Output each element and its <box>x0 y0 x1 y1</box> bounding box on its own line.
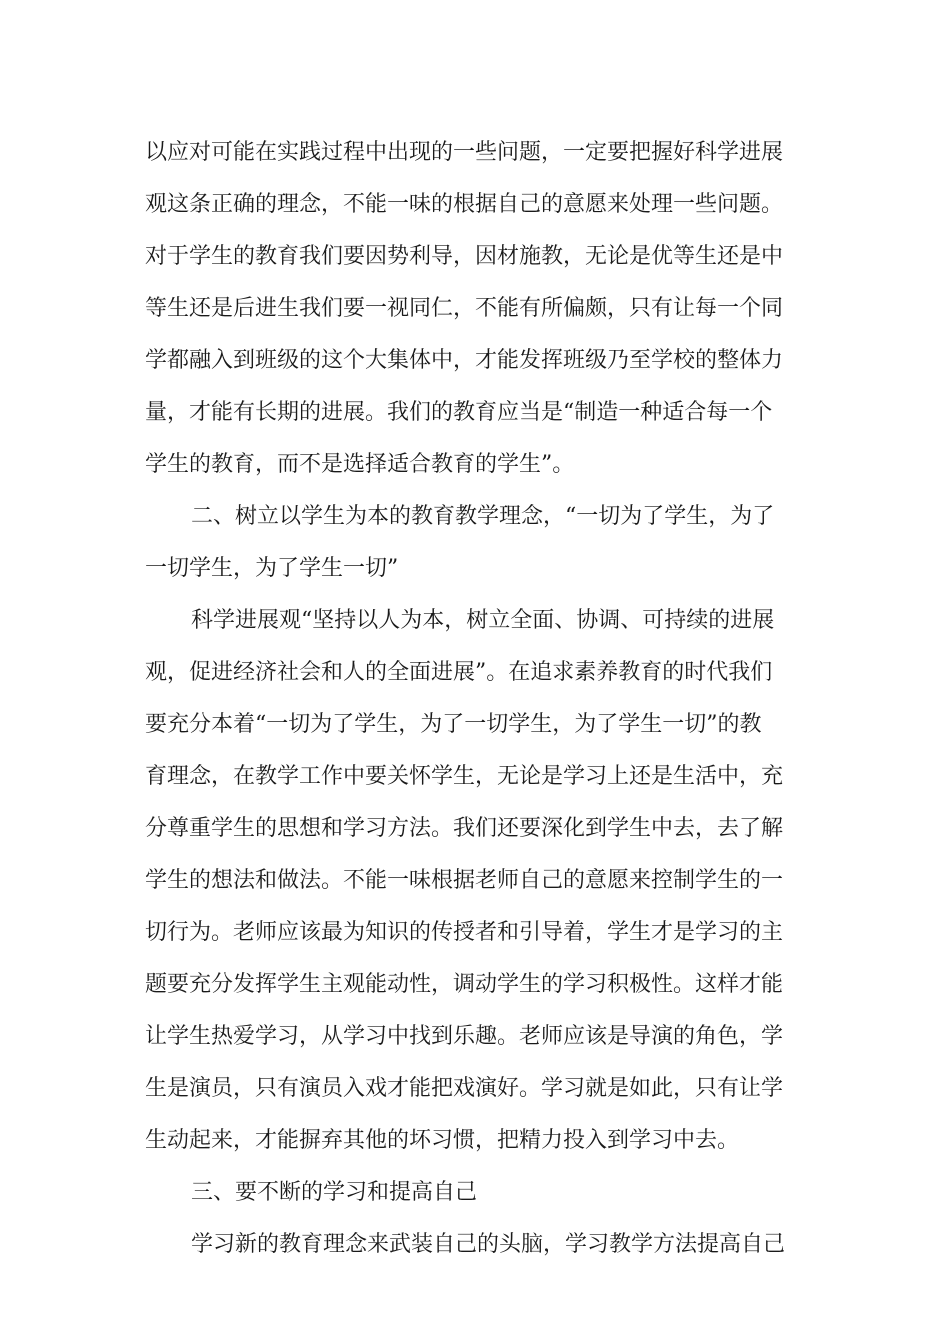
section-heading: 三、要不断的学习和提高自己 <box>191 1180 478 1205</box>
text-line: 对于学生的教育我们要因势利导，因材施教，无论是优等生还是中 <box>145 244 784 269</box>
text-line: 观，促进经济社会和人的全面进展”。在追求素养教育的时代我们 <box>145 660 773 685</box>
text-line: 要充分本着“一切为了学生，为了一切学生，为了学生一切”的教 <box>145 712 762 737</box>
text-line: 学生的教育，而不是选择适合教育的学生”。 <box>145 452 575 477</box>
section-heading: 二、树立以学生为本的教育教学理念，“一切为了学生，为了 <box>191 504 775 529</box>
paragraph-first-line: 科学进展观“坚持以人为本，树立全面、协调、可持续的进展 <box>191 608 775 633</box>
text-line: 观这条正确的理念，不能一味的根据自己的意愿来处理一些问题。 <box>145 192 784 217</box>
text-line: 学都融入到班级的这个大集体中，才能发挥班级乃至学校的整体力 <box>145 348 784 373</box>
text-line: 切行为。老师应该最为知识的传授者和引导着，学生才是学习的主 <box>145 920 784 945</box>
section-heading-continued: 一切学生，为了学生一切” <box>145 556 399 581</box>
text-line: 学生的想法和做法。不能一味根据老师自己的意愿来控制学生的一 <box>145 868 784 893</box>
text-line: 等生还是后进生我们要一视同仁，不能有所偏颇，只有让每一个同 <box>145 296 784 321</box>
text-line: 量，才能有长期的进展。我们的教育应当是“制造一种适合每一个 <box>145 400 773 425</box>
text-line: 分尊重学生的思想和学习方法。我们还要深化到学生中去，去了解 <box>145 816 784 841</box>
text-line: 让学生热爱学习，从学习中找到乐趣。老师应该是导演的角色，学 <box>145 1024 784 1049</box>
text-line: 题要充分发挥学生主观能动性，调动学生的学习积极性。这样才能 <box>145 972 784 997</box>
text-line: 以应对可能在实践过程中出现的一些问题，一定要把握好科学进展 <box>145 140 784 165</box>
text-line: 生动起来，才能摒弃其他的坏习惯，把精力投入到学习中去。 <box>145 1128 740 1153</box>
paragraph-first-line: 学习新的教育理念来武装自己的头脑，学习教学方法提高自己 <box>191 1232 786 1257</box>
text-line: 育理念，在教学工作中要关怀学生，无论是学习上还是生活中，充 <box>145 764 784 789</box>
text-line: 生是演员，只有演员入戏才能把戏演好。学习就是如此，只有让学 <box>145 1076 784 1101</box>
